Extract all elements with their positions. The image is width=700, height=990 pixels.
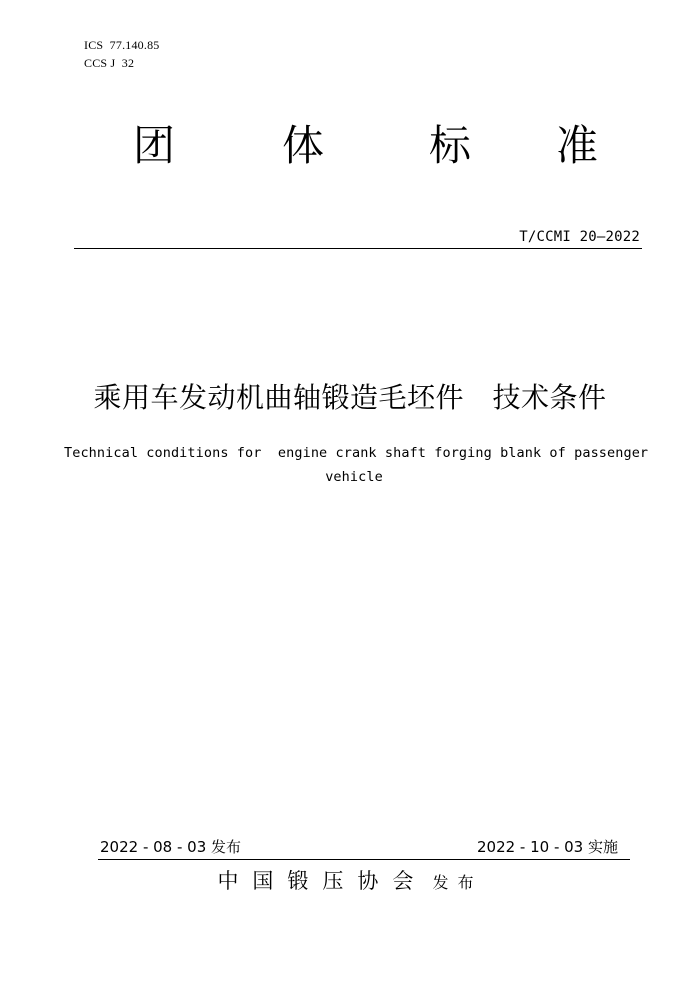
doc-type-char-3: 标 [429, 121, 472, 170]
doc-type-char-4: 准 [556, 121, 599, 170]
ccs-code: CCS J 32 [84, 56, 135, 70]
implementation-date: 2022 - 10 - 03 实施 [476, 838, 618, 856]
title-english-line-1: Technical conditions for engine crank shaft forging blank of passenger [64, 445, 649, 461]
footer-divider [98, 859, 630, 860]
ics-code: ICS 77.140.85 [84, 38, 160, 52]
title-chinese: 乘用车发动机曲轴锻造毛坯件 技术条件 [93, 381, 607, 414]
publisher-organization: 中国锻压协会 [217, 869, 428, 893]
title-english-line-2: vehicle [325, 469, 383, 485]
doc-type-char-2: 体 [282, 121, 325, 170]
standard-number: T/CCMI 20—2022 [519, 229, 640, 245]
title-english [64, 441, 649, 489]
dates-row [100, 837, 620, 857]
document-type-heading [0, 118, 700, 178]
publisher-line [0, 866, 700, 898]
issue-date: 2022 - 08 - 03 发布 [100, 838, 242, 856]
publisher-action: 发布 [432, 873, 483, 892]
header-divider [74, 248, 642, 249]
classification-codes [84, 36, 159, 72]
doc-type-char-1: 团 [133, 121, 176, 170]
